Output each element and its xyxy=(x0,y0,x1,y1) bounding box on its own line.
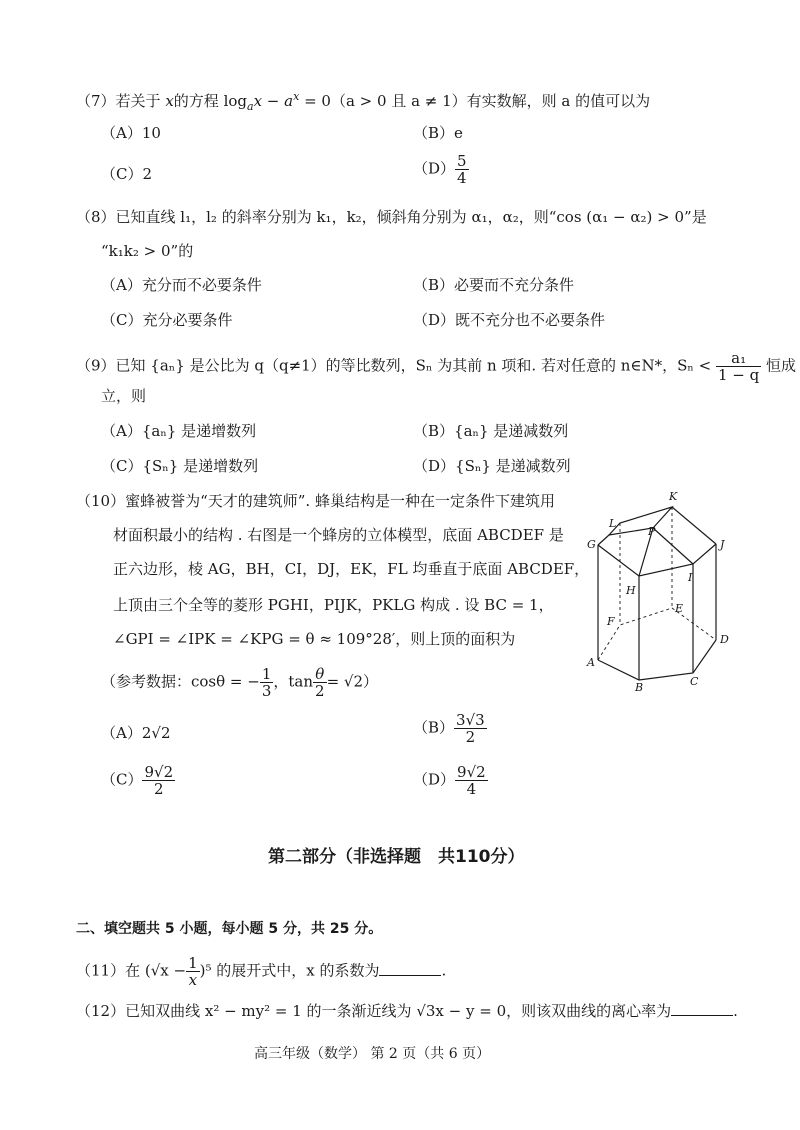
figure-label-i: I xyxy=(688,571,693,584)
figure-label-d: D xyxy=(720,633,729,646)
q9-fraction xyxy=(716,350,761,383)
q10-b-num: 3√3 xyxy=(456,711,485,729)
q7-option-c: （C）2 xyxy=(101,165,153,183)
q11-end: . xyxy=(441,961,447,980)
rhombus-pkl xyxy=(609,507,672,535)
q9-line2: 立，则 xyxy=(101,387,147,405)
q8-option-c: （C）充分必要条件 xyxy=(101,311,233,329)
q10-b-den: 2 xyxy=(465,728,476,746)
figure-label-e: E xyxy=(675,602,684,615)
q10-ref-mid: ，tan xyxy=(273,672,314,691)
q10-c-fraction xyxy=(142,764,175,797)
figure-label-p: P xyxy=(648,525,656,538)
q10-option-a xyxy=(101,722,171,744)
q7-d-num: 5 xyxy=(457,152,467,170)
q10-ref-f1-num: 1 xyxy=(261,665,272,683)
q10-option-b xyxy=(413,712,487,745)
q11-pre: （11）在 (√x − xyxy=(76,961,187,980)
q8-option-b: （B）必要而不充分条件 xyxy=(413,276,575,294)
q10-d-fraction xyxy=(455,764,488,797)
q10-d-den: 4 xyxy=(466,780,477,798)
q10-ref-f1-den: 3 xyxy=(261,682,272,700)
q10-line3: 正六边形，棱 AG，BH，CI，DJ，EK，FL 均垂直于底面 ABCDEF， xyxy=(113,560,590,578)
q12-pre: （12）已知双曲线 x² − my² = 1 的一条渐近线为 √3x − y = 0，则该双曲线的离心率为 xyxy=(76,1002,672,1020)
q10-option-c xyxy=(101,764,175,797)
q7-log: 的方程 log xyxy=(173,92,247,110)
q11-answer-blank[interactable] xyxy=(379,961,441,976)
q7-option-a: （A）10 xyxy=(101,124,161,142)
q9-option-c: （C）{Sₙ} 是递增数列 xyxy=(101,457,259,475)
q10-ref-frac2 xyxy=(313,666,327,699)
q7-stem-post: = 0（a > 0 且 a ≠ 1）有实数解，则 a 的值可以为 xyxy=(299,92,651,110)
q12-end: . xyxy=(733,1002,738,1020)
figure-label-g: G xyxy=(587,538,596,551)
q10-line5: ∠GPI = ∠IPK = ∠KPG = θ ≈ 109°28′，则上顶的面积为 xyxy=(113,630,516,648)
q10-ref-pre: （参考数据：cosθ = − xyxy=(101,672,260,691)
q10-ref-post: = √2） xyxy=(326,672,379,691)
q12 xyxy=(76,1000,738,1022)
q7-eq: x − a xyxy=(253,92,294,110)
q10-reference xyxy=(101,666,378,699)
q7-log-base: a xyxy=(247,100,254,113)
q10-a-value: 2√2 xyxy=(141,724,171,742)
q10-b-fraction xyxy=(454,712,487,745)
q9-line1 xyxy=(76,350,796,383)
q11-post: )⁵ 的展开式中，x 的系数为 xyxy=(199,961,380,980)
section-2-heading: 二、填空题共 5 小题，每小题 5 分，共 25 分。 xyxy=(76,921,383,937)
figure-label-a: A xyxy=(587,656,595,669)
q7-stem-pre: （7）若关于 xyxy=(76,92,161,110)
q8-option-a: （A）充分而不必要条件 xyxy=(101,276,262,294)
q10-line2: 材面积最小的结构 . 右图是一个蜂房的立体模型，底面 ABCDEF 是 xyxy=(113,526,564,544)
q7-option-d-fraction xyxy=(455,153,469,186)
q8-option-d: （D）既不充分也不必要条件 xyxy=(413,311,606,329)
q7-option-d xyxy=(413,153,469,186)
q10-ref-f2-den: 2 xyxy=(315,682,325,700)
q7-option-d-label: （D） xyxy=(413,159,456,178)
q9-frac-den: 1 − q xyxy=(718,366,760,384)
q10-line4: 上顶由三个全等的菱形 PGHI，PIJK，PKLG 构成 . 设 BC = 1， xyxy=(113,596,554,614)
q10-c-label: （C） xyxy=(101,770,143,789)
top-edge-gh-i xyxy=(598,544,716,576)
q7-stem xyxy=(76,86,650,118)
q10-option-d xyxy=(413,764,488,797)
figure-label-j: J xyxy=(720,538,725,551)
q10-d-num: 9√2 xyxy=(457,763,486,781)
q9-option-a: （A）{aₙ} 是递增数列 xyxy=(101,422,257,440)
q9-option-d: （D）{Sₙ} 是递减数列 xyxy=(413,457,571,475)
figure-label-k: K xyxy=(669,490,678,503)
page-footer: 高三年级（数学） 第 2 页（共 6 页） xyxy=(254,1046,491,1062)
q10-line1: （10）蜜蜂被誉为“天才的建筑师”. 蜂巢结构是一种在一定条件下建筑用 xyxy=(76,492,555,510)
q9-line1-pre: （9）已知 {aₙ} 是公比为 q（q≠1）的等比数列，Sₙ 为其前 n 项和. 若对任意的 n∈N*，Sₙ < xyxy=(76,356,712,375)
q11-fraction xyxy=(186,955,200,988)
q10-ref-f2-num: θ xyxy=(313,666,327,683)
q12-answer-blank[interactable] xyxy=(671,1001,733,1016)
q11-f-den: x xyxy=(188,971,198,989)
q10-c-num: 9√2 xyxy=(144,763,174,781)
q10-c-den: 2 xyxy=(154,780,164,798)
figure-label-l: L xyxy=(609,517,617,530)
q11-f-num: 1 xyxy=(188,954,198,972)
figure-label-h: H xyxy=(626,584,636,597)
q11 xyxy=(76,955,446,988)
q7-var-x: x xyxy=(165,92,174,110)
part2-title: 第二部分（非选择题 共110分） xyxy=(268,847,525,867)
q10-a-label: （A） xyxy=(101,724,142,742)
q8-line2: “k₁k₂ > 0”的 xyxy=(101,242,194,260)
figure-label-b: B xyxy=(635,681,644,694)
q8-line1: （8）已知直线 l₁，l₂ 的斜率分别为 k₁，k₂，倾斜角分别为 α₁，α₂，则“cos (α₁ − α₂) > 0”是 xyxy=(76,208,707,226)
q7-option-b: （B）e xyxy=(413,124,463,142)
q10-b-label: （B） xyxy=(413,718,455,737)
q9-frac-num: a₁ xyxy=(716,350,761,367)
q7-exp: x xyxy=(293,90,300,103)
honeycomb-figure xyxy=(580,485,740,700)
q10-d-label: （D） xyxy=(413,770,456,789)
q9-line1-post: 恒成 xyxy=(766,356,797,375)
top-edge-kj xyxy=(672,507,716,544)
q10-ref-frac1 xyxy=(260,666,274,699)
q9-option-b: （B）{aₙ} 是递减数列 xyxy=(413,422,569,440)
figure-label-c: C xyxy=(690,675,699,688)
q7-d-den: 4 xyxy=(457,169,467,187)
figure-label-f: F xyxy=(607,615,615,628)
